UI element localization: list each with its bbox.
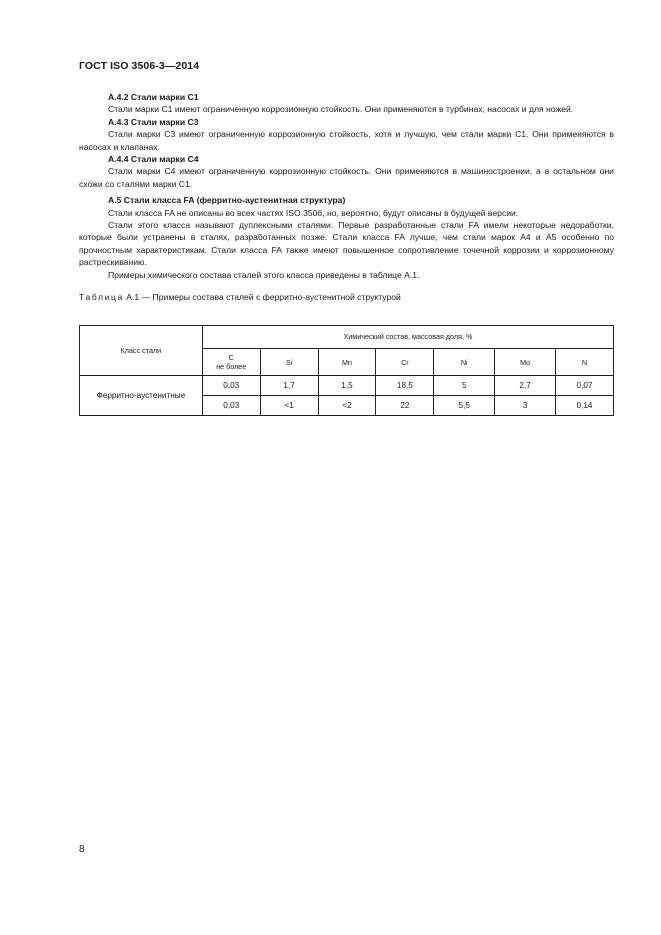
table-cell: 22: [376, 396, 434, 416]
section-a5-paragraph-3: Примеры химического состава сталей этого класса приведены в таблице А.1.: [108, 269, 420, 280]
column-header-ni: Ni: [434, 349, 495, 376]
table-cell: 0,14: [556, 396, 614, 416]
table-cell: <1: [260, 396, 318, 416]
table-caption-text: А.1 — Примеры состава сталей с ферритно-аустенитной структурой: [123, 292, 401, 303]
row-class-cell: Ферритно-аустенитные: [80, 376, 203, 416]
section-a44-heading: А.4.4 Стали марки С4: [108, 154, 199, 165]
column-header-c-note: не более: [216, 362, 247, 371]
composition-header-cell: Химический состав, массовая доля, %: [202, 326, 613, 349]
table-cell: 2,7: [495, 376, 556, 396]
table-cell: 18,5: [376, 376, 434, 396]
section-a44-text: Стали марки С4 имеют ограниченную коррозионную стойкость. Они применяются в машиностроении, а в остальном они схожи со сталями марки С1.: [79, 166, 614, 189]
table-cell: <2: [318, 396, 376, 416]
table-cell: 5,5: [434, 396, 495, 416]
table-cell: 3: [495, 396, 556, 416]
column-header-si: Si: [260, 349, 318, 376]
composition-table: [79, 325, 614, 416]
table-cell: 1,5: [318, 376, 376, 396]
table-cell: 0,07: [556, 376, 614, 396]
table-caption: [79, 291, 614, 303]
section-a5-heading: А.5 Стали класса FA (ферритно-аустенитная структура): [108, 195, 346, 206]
table-cell: 5: [434, 376, 495, 396]
section-a5-paragraph-2: Стали этого класса называют дуплексными сталями. Первые разработанные стали FA имели некоторые недоработки, которые были устранены в сталях, разработанных позже. Стали класса FA лучше, чем стали марок А4 и А5 особенно по прочностным характеристикам. Стали класса FA также имеют повышенное сопротивление точечной коррозии и коррозионному растрескиванию.: [79, 220, 614, 268]
section-a42-text: Стали марки С1 имеют ограниченную коррозионную стойкость. Они применяются в турбинах, насосах и для ножей.: [108, 104, 574, 115]
section-a43-text: Стали марки С3 имеют ограниченную коррозионную стойкость, хотя и лучшую, чем стали марки С1. Они применяются в насосах и клапанах.: [79, 129, 614, 152]
table-cell: 1,7: [260, 376, 318, 396]
table-caption-label: Таблица: [79, 292, 124, 303]
document-body: [79, 91, 614, 304]
section-a42-heading: А.4.2 Стали марки С1: [108, 92, 199, 102]
section-a5-paragraph-1: Стали класса FA не описаны во всех частях ISO 3506, но, вероятно, будут описаны в будущей версии.: [108, 207, 519, 218]
column-header-c: [202, 349, 260, 376]
page-number: 8: [79, 844, 85, 855]
column-header-mn: Mn: [318, 349, 376, 376]
column-header-c-symbol: C: [228, 353, 234, 362]
table-cell: 0,03: [202, 396, 260, 416]
document-header: ГОСТ ISO 3506-3—2014: [79, 60, 200, 72]
column-header-mo: Mo: [495, 349, 556, 376]
table-row: [80, 376, 614, 396]
table-cell: 0,03: [202, 376, 260, 396]
column-header-cr: Cr: [376, 349, 434, 376]
class-header-cell: Класс стали: [80, 326, 203, 376]
column-header-n: N: [556, 349, 614, 376]
section-a43-heading: А.4.3 Стали марки С3: [108, 116, 199, 127]
